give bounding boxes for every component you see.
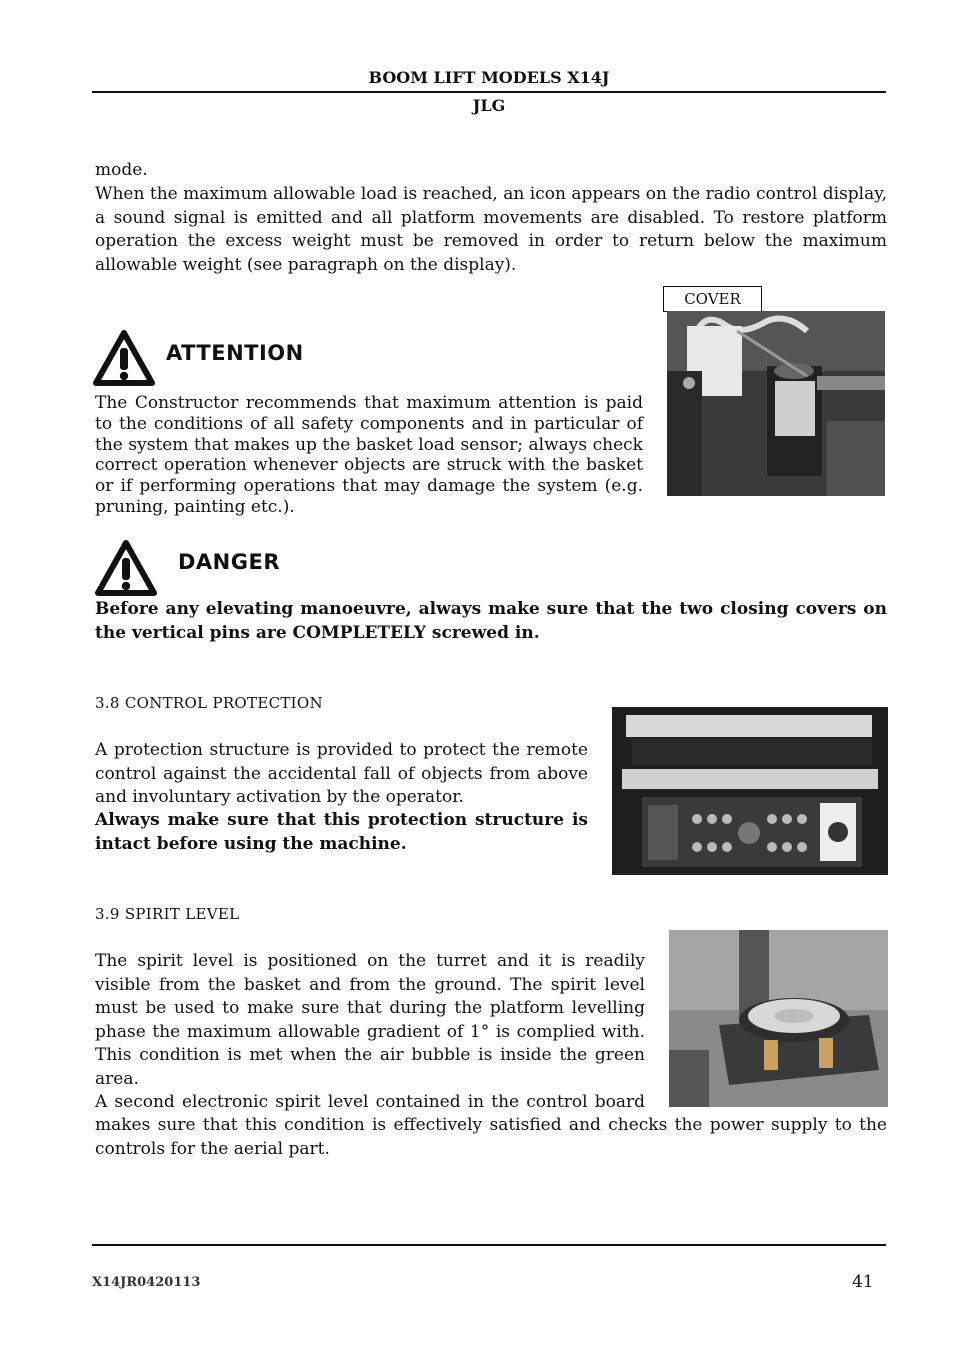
- danger-triangle-icon: [95, 540, 157, 596]
- danger-text: Before any elevating manoeuvre, always make sure that the two closing covers on the vertical pins are COMPLETELY screwed in.: [95, 599, 887, 643]
- remote-control-photo: [612, 707, 888, 875]
- section-3-9-text-second-a: A second electronic spirit level contained in the control board: [95, 1092, 645, 1112]
- section-3-8-heading: 3.8 CONTROL PROTECTION: [95, 694, 323, 712]
- section-3-9-text: The spirit level is positioned on the turret and it is readily visible from the basket and from the ground. The spirit level must be used to make sure that during the platform levelling phase the maximum allowable gradient of 1° is complied with. This condition is met when the air bubble is inside the green area.: [95, 951, 645, 1089]
- footer-divider: [92, 1244, 886, 1246]
- warning-triangle-icon: [93, 330, 155, 386]
- page-number: 41: [852, 1272, 874, 1292]
- section-3-9-text-second-b: makes sure that this condition is effectively satisfied and checks the power supply to the controls for the aerial part.: [95, 1115, 887, 1159]
- document-code: X14JR0420113: [92, 1275, 201, 1290]
- intro-line: mode.: [95, 160, 148, 180]
- document-header-brand: JLG: [472, 96, 506, 115]
- spirit-level-photo: [669, 930, 888, 1107]
- danger-label: DANGER: [178, 550, 281, 574]
- cover-callout-label: COVER: [663, 286, 762, 312]
- attention-label: ATTENTION: [166, 341, 304, 365]
- document-header-title: BOOM LIFT MODELS X14J: [368, 68, 610, 87]
- section-3-8-warning: Always make sure that this protection structure is intact before using the machine.: [95, 810, 588, 854]
- header-divider: [92, 91, 886, 93]
- intro-paragraph: When the maximum allowable load is reached, an icon appears on the radio control display, a sound signal is emitted and all platform movements are disabled. To restore platform operation the excess weight must be removed in order to return below the maximum allowable weight (see paragraph on the display).: [95, 184, 887, 275]
- basket-load-sensor-photo: [667, 311, 885, 496]
- section-3-9-heading: 3.9 SPIRIT LEVEL: [95, 905, 240, 923]
- section-3-8-text: A protection structure is provided to protect the remote control against the accidental fall of objects from above and involuntary activation by the operator.: [95, 740, 588, 808]
- attention-text: The Constructor recommends that maximum attention is paid to the conditions of all safety components and in particular of the system that makes up the basket load sensor; always check correct operation whenever objects are struck with the basket or if performing operations that may damage the system (e.g. pruning, painting etc.).: [95, 393, 643, 517]
